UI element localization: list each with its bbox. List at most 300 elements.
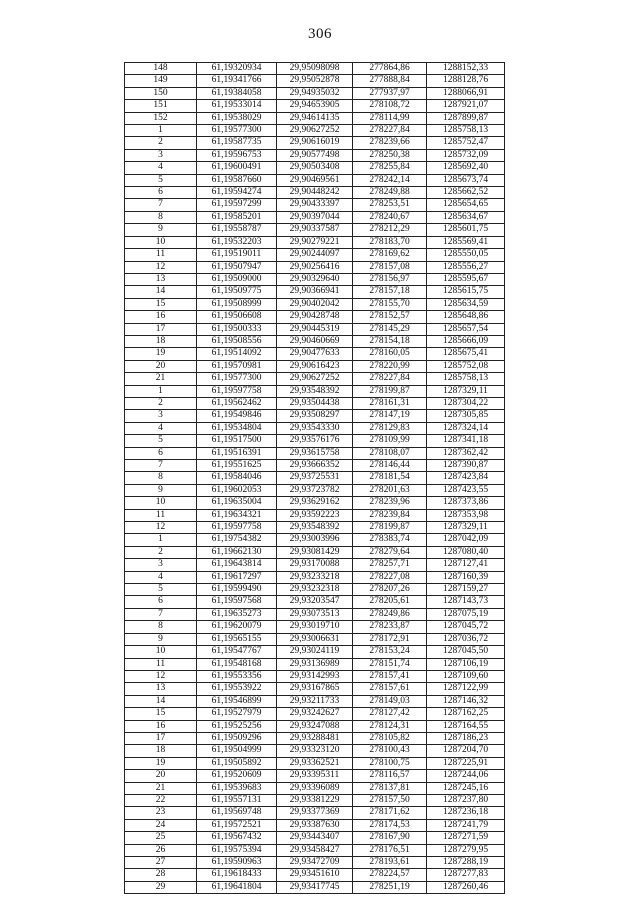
y-coordinate-cell: 1287921,07 <box>427 100 505 112</box>
table-row <box>125 509 505 521</box>
x-coordinate-cell: 278250,38 <box>353 149 427 161</box>
latitude-cell: 61,19516391 <box>197 447 277 459</box>
table-row <box>125 174 505 186</box>
y-coordinate-cell: 1287036,72 <box>427 633 505 645</box>
longitude-cell: 29,93142993 <box>277 670 353 682</box>
table-row <box>125 745 505 757</box>
table-row <box>125 571 505 583</box>
latitude-cell: 61,19508556 <box>197 335 277 347</box>
table-row <box>125 236 505 248</box>
y-coordinate-cell: 1287423,84 <box>427 472 505 484</box>
y-coordinate-cell: 1285601,75 <box>427 224 505 236</box>
y-coordinate-cell: 1287288,19 <box>427 857 505 869</box>
y-coordinate-cell: 1285615,75 <box>427 286 505 298</box>
table-row <box>125 683 505 695</box>
point-number-cell: 15 <box>125 708 197 720</box>
y-coordinate-cell: 1285758,13 <box>427 125 505 137</box>
latitude-cell: 61,19548168 <box>197 658 277 670</box>
latitude-cell: 61,19602053 <box>197 484 277 496</box>
point-number-cell: 16 <box>125 311 197 323</box>
latitude-cell: 61,19532203 <box>197 236 277 248</box>
latitude-cell: 61,19538029 <box>197 112 277 124</box>
latitude-cell: 61,19562462 <box>197 397 277 409</box>
longitude-cell: 29,93167865 <box>277 683 353 695</box>
y-coordinate-cell: 1287324,14 <box>427 422 505 434</box>
x-coordinate-cell: 278100,75 <box>353 757 427 769</box>
point-number-cell: 148 <box>125 63 197 75</box>
x-coordinate-cell: 278124,31 <box>353 720 427 732</box>
x-coordinate-cell: 278183,70 <box>353 236 427 248</box>
latitude-cell: 61,19527979 <box>197 708 277 720</box>
table-row <box>125 373 505 385</box>
table-row <box>125 522 505 534</box>
longitude-cell: 29,93666352 <box>277 460 353 472</box>
table-row <box>125 670 505 682</box>
longitude-cell: 29,93073513 <box>277 608 353 620</box>
y-coordinate-cell: 1287186,23 <box>427 732 505 744</box>
latitude-cell: 61,19585201 <box>197 211 277 223</box>
latitude-cell: 61,19643814 <box>197 559 277 571</box>
x-coordinate-cell: 278249,88 <box>353 187 427 199</box>
latitude-cell: 61,19509296 <box>197 732 277 744</box>
longitude-cell: 29,93576176 <box>277 435 353 447</box>
y-coordinate-cell: 1287045,72 <box>427 621 505 633</box>
latitude-cell: 61,19618433 <box>197 869 277 881</box>
table-row <box>125 832 505 844</box>
point-number-cell: 26 <box>125 844 197 856</box>
point-number-cell: 7 <box>125 460 197 472</box>
point-number-cell: 1 <box>125 385 197 397</box>
table-row <box>125 844 505 856</box>
longitude-cell: 29,93247088 <box>277 720 353 732</box>
x-coordinate-cell: 278146,44 <box>353 460 427 472</box>
longitude-cell: 29,93232318 <box>277 584 353 596</box>
table-row <box>125 286 505 298</box>
x-coordinate-cell: 278157,18 <box>353 286 427 298</box>
point-number-cell: 21 <box>125 373 197 385</box>
x-coordinate-cell: 278156,97 <box>353 273 427 285</box>
longitude-cell: 29,93081429 <box>277 546 353 558</box>
longitude-cell: 29,95098098 <box>277 63 353 75</box>
y-coordinate-cell: 1285662,52 <box>427 187 505 199</box>
point-number-cell: 11 <box>125 509 197 521</box>
x-coordinate-cell: 278249,86 <box>353 608 427 620</box>
longitude-cell: 29,93458427 <box>277 844 353 856</box>
table-row <box>125 658 505 670</box>
latitude-cell: 61,19597299 <box>197 199 277 211</box>
point-number-cell: 6 <box>125 596 197 608</box>
y-coordinate-cell: 1285657,54 <box>427 323 505 335</box>
coordinates-table-body <box>125 63 505 894</box>
x-coordinate-cell: 278114,99 <box>353 112 427 124</box>
longitude-cell: 29,90428748 <box>277 311 353 323</box>
latitude-cell: 61,19506608 <box>197 311 277 323</box>
latitude-cell: 61,19635004 <box>197 497 277 509</box>
y-coordinate-cell: 1287225,91 <box>427 757 505 769</box>
y-coordinate-cell: 1285732,09 <box>427 149 505 161</box>
x-coordinate-cell: 278137,81 <box>353 782 427 794</box>
point-number-cell: 12 <box>125 522 197 534</box>
x-coordinate-cell: 278205,61 <box>353 596 427 608</box>
longitude-cell: 29,93723782 <box>277 484 353 496</box>
longitude-cell: 29,90279221 <box>277 236 353 248</box>
y-coordinate-cell: 1285692,40 <box>427 162 505 174</box>
table-row <box>125 857 505 869</box>
y-coordinate-cell: 1287899,87 <box>427 112 505 124</box>
y-coordinate-cell: 1287277,83 <box>427 869 505 881</box>
y-coordinate-cell: 1287341,18 <box>427 435 505 447</box>
latitude-cell: 61,19634321 <box>197 509 277 521</box>
table-row <box>125 534 505 546</box>
y-coordinate-cell: 1287260,46 <box>427 881 505 893</box>
point-number-cell: 11 <box>125 658 197 670</box>
y-coordinate-cell: 1287204,70 <box>427 745 505 757</box>
table-row <box>125 794 505 806</box>
longitude-cell: 29,90577498 <box>277 149 353 161</box>
latitude-cell: 61,19577300 <box>197 373 277 385</box>
y-coordinate-cell: 1288066,91 <box>427 87 505 99</box>
x-coordinate-cell: 278257,71 <box>353 559 427 571</box>
latitude-cell: 61,19500333 <box>197 323 277 335</box>
table-row <box>125 869 505 881</box>
point-number-cell: 15 <box>125 298 197 310</box>
y-coordinate-cell: 1287143,73 <box>427 596 505 608</box>
table-row <box>125 422 505 434</box>
table-row <box>125 75 505 87</box>
table-row <box>125 484 505 496</box>
table-row <box>125 162 505 174</box>
longitude-cell: 29,90448242 <box>277 187 353 199</box>
longitude-cell: 29,93504438 <box>277 397 353 409</box>
latitude-cell: 61,19505892 <box>197 757 277 769</box>
latitude-cell: 61,19534804 <box>197 422 277 434</box>
latitude-cell: 61,19620079 <box>197 621 277 633</box>
table-row <box>125 261 505 273</box>
latitude-cell: 61,19519011 <box>197 249 277 261</box>
y-coordinate-cell: 1287160,39 <box>427 571 505 583</box>
longitude-cell: 29,93006631 <box>277 633 353 645</box>
latitude-cell: 61,19533014 <box>197 100 277 112</box>
y-coordinate-cell: 1287305,85 <box>427 410 505 422</box>
y-coordinate-cell: 1287362,42 <box>427 447 505 459</box>
latitude-cell: 61,19596753 <box>197 149 277 161</box>
table-row <box>125 323 505 335</box>
latitude-cell: 61,19567432 <box>197 832 277 844</box>
longitude-cell: 29,90397044 <box>277 211 353 223</box>
latitude-cell: 61,19553922 <box>197 683 277 695</box>
table-row <box>125 646 505 658</box>
point-number-cell: 23 <box>125 807 197 819</box>
latitude-cell: 61,19384058 <box>197 87 277 99</box>
x-coordinate-cell: 278127,42 <box>353 708 427 720</box>
latitude-cell: 61,19754382 <box>197 534 277 546</box>
table-row <box>125 584 505 596</box>
table-row <box>125 348 505 360</box>
table-row <box>125 311 505 323</box>
y-coordinate-cell: 1287237,80 <box>427 794 505 806</box>
table-row <box>125 546 505 558</box>
y-coordinate-cell: 1285595,67 <box>427 273 505 285</box>
point-number-cell: 2 <box>125 137 197 149</box>
x-coordinate-cell: 278207,26 <box>353 584 427 596</box>
point-number-cell: 11 <box>125 249 197 261</box>
latitude-cell: 61,19525256 <box>197 720 277 732</box>
x-coordinate-cell: 278201,63 <box>353 484 427 496</box>
x-coordinate-cell: 278169,62 <box>353 249 427 261</box>
longitude-cell: 29,93003996 <box>277 534 353 546</box>
table-row <box>125 608 505 620</box>
longitude-cell: 29,93472709 <box>277 857 353 869</box>
longitude-cell: 29,93233218 <box>277 571 353 583</box>
x-coordinate-cell: 278224,57 <box>353 869 427 881</box>
longitude-cell: 29,93381229 <box>277 794 353 806</box>
point-number-cell: 17 <box>125 323 197 335</box>
x-coordinate-cell: 278145,29 <box>353 323 427 335</box>
table-row <box>125 695 505 707</box>
x-coordinate-cell: 278149,03 <box>353 695 427 707</box>
table-row <box>125 137 505 149</box>
point-number-cell: 13 <box>125 683 197 695</box>
latitude-cell: 61,19565155 <box>197 633 277 645</box>
y-coordinate-cell: 1287271,59 <box>427 832 505 844</box>
table-row <box>125 63 505 75</box>
longitude-cell: 29,93288481 <box>277 732 353 744</box>
y-coordinate-cell: 1287390,87 <box>427 460 505 472</box>
longitude-cell: 29,93203547 <box>277 596 353 608</box>
longitude-cell: 29,94935032 <box>277 87 353 99</box>
table-row <box>125 199 505 211</box>
x-coordinate-cell: 278233,87 <box>353 621 427 633</box>
point-number-cell: 19 <box>125 348 197 360</box>
latitude-cell: 61,19569748 <box>197 807 277 819</box>
table-row <box>125 447 505 459</box>
point-number-cell: 25 <box>125 832 197 844</box>
point-number-cell: 5 <box>125 435 197 447</box>
point-number-cell: 150 <box>125 87 197 99</box>
x-coordinate-cell: 278108,72 <box>353 100 427 112</box>
longitude-cell: 29,93548392 <box>277 385 353 397</box>
y-coordinate-cell: 1287244,06 <box>427 770 505 782</box>
y-coordinate-cell: 1287329,11 <box>427 385 505 397</box>
longitude-cell: 29,90616423 <box>277 360 353 372</box>
latitude-cell: 61,19509000 <box>197 273 277 285</box>
longitude-cell: 29,93508297 <box>277 410 353 422</box>
latitude-cell: 61,19599490 <box>197 584 277 596</box>
longitude-cell: 29,93543330 <box>277 422 353 434</box>
latitude-cell: 61,19547767 <box>197 646 277 658</box>
longitude-cell: 29,93211733 <box>277 695 353 707</box>
point-number-cell: 9 <box>125 633 197 645</box>
y-coordinate-cell: 1287423,55 <box>427 484 505 496</box>
table-row <box>125 757 505 769</box>
y-coordinate-cell: 1287042,09 <box>427 534 505 546</box>
latitude-cell: 61,19520609 <box>197 770 277 782</box>
table-row <box>125 720 505 732</box>
longitude-cell: 29,90337587 <box>277 224 353 236</box>
x-coordinate-cell: 278153,24 <box>353 646 427 658</box>
longitude-cell: 29,90329640 <box>277 273 353 285</box>
longitude-cell: 29,90366941 <box>277 286 353 298</box>
x-coordinate-cell: 278151,74 <box>353 658 427 670</box>
point-number-cell: 8 <box>125 621 197 633</box>
point-number-cell: 3 <box>125 410 197 422</box>
x-coordinate-cell: 278174,53 <box>353 819 427 831</box>
point-number-cell: 14 <box>125 695 197 707</box>
table-row <box>125 559 505 571</box>
coordinates-table <box>124 62 505 894</box>
longitude-cell: 29,93443407 <box>277 832 353 844</box>
point-number-cell: 19 <box>125 757 197 769</box>
x-coordinate-cell: 277888,84 <box>353 75 427 87</box>
point-number-cell: 24 <box>125 819 197 831</box>
x-coordinate-cell: 278253,51 <box>353 199 427 211</box>
x-coordinate-cell: 278157,61 <box>353 683 427 695</box>
point-number-cell: 149 <box>125 75 197 87</box>
x-coordinate-cell: 278251,19 <box>353 881 427 893</box>
latitude-cell: 61,19597758 <box>197 522 277 534</box>
point-number-cell: 28 <box>125 869 197 881</box>
x-coordinate-cell: 278171,62 <box>353 807 427 819</box>
table-row <box>125 149 505 161</box>
table-row <box>125 770 505 782</box>
y-coordinate-cell: 1287162,25 <box>427 708 505 720</box>
latitude-cell: 61,19517500 <box>197 435 277 447</box>
latitude-cell: 61,19662130 <box>197 546 277 558</box>
x-coordinate-cell: 278157,08 <box>353 261 427 273</box>
table-row <box>125 125 505 137</box>
latitude-cell: 61,19597758 <box>197 385 277 397</box>
longitude-cell: 29,93136989 <box>277 658 353 670</box>
x-coordinate-cell: 278157,50 <box>353 794 427 806</box>
point-number-cell: 27 <box>125 857 197 869</box>
x-coordinate-cell: 278160,05 <box>353 348 427 360</box>
point-number-cell: 8 <box>125 472 197 484</box>
table-row <box>125 87 505 99</box>
latitude-cell: 61,19549846 <box>197 410 277 422</box>
point-number-cell: 12 <box>125 261 197 273</box>
point-number-cell: 3 <box>125 149 197 161</box>
longitude-cell: 29,90445319 <box>277 323 353 335</box>
y-coordinate-cell: 1287106,19 <box>427 658 505 670</box>
longitude-cell: 29,90256416 <box>277 261 353 273</box>
x-coordinate-cell: 278193,61 <box>353 857 427 869</box>
x-coordinate-cell: 278155,70 <box>353 298 427 310</box>
latitude-cell: 61,19590963 <box>197 857 277 869</box>
longitude-cell: 29,93387630 <box>277 819 353 831</box>
longitude-cell: 29,93451610 <box>277 869 353 881</box>
table-row <box>125 249 505 261</box>
table-row <box>125 708 505 720</box>
latitude-cell: 61,19635273 <box>197 608 277 620</box>
y-coordinate-cell: 1287080,40 <box>427 546 505 558</box>
point-number-cell: 1 <box>125 125 197 137</box>
point-number-cell: 10 <box>125 236 197 248</box>
y-coordinate-cell: 1287329,11 <box>427 522 505 534</box>
point-number-cell: 9 <box>125 224 197 236</box>
longitude-cell: 29,90616019 <box>277 137 353 149</box>
point-number-cell: 22 <box>125 794 197 806</box>
y-coordinate-cell: 1287159,27 <box>427 584 505 596</box>
y-coordinate-cell: 1285556,27 <box>427 261 505 273</box>
latitude-cell: 61,19577300 <box>197 125 277 137</box>
point-number-cell: 3 <box>125 559 197 571</box>
latitude-cell: 61,19546899 <box>197 695 277 707</box>
point-number-cell: 18 <box>125 745 197 757</box>
x-coordinate-cell: 278109,99 <box>353 435 427 447</box>
point-number-cell: 9 <box>125 484 197 496</box>
table-row <box>125 298 505 310</box>
table-row <box>125 360 505 372</box>
table-row <box>125 273 505 285</box>
latitude-cell: 61,19558787 <box>197 224 277 236</box>
point-number-cell: 10 <box>125 646 197 658</box>
point-number-cell: 152 <box>125 112 197 124</box>
latitude-cell: 61,19551625 <box>197 460 277 472</box>
point-number-cell: 17 <box>125 732 197 744</box>
latitude-cell: 61,19575394 <box>197 844 277 856</box>
point-number-cell: 20 <box>125 360 197 372</box>
longitude-cell: 29,93615758 <box>277 447 353 459</box>
x-coordinate-cell: 278147,19 <box>353 410 427 422</box>
x-coordinate-cell: 278240,67 <box>353 211 427 223</box>
x-coordinate-cell: 278255,84 <box>353 162 427 174</box>
latitude-cell: 61,19557131 <box>197 794 277 806</box>
latitude-cell: 61,19514092 <box>197 348 277 360</box>
x-coordinate-cell: 278161,31 <box>353 397 427 409</box>
point-number-cell: 20 <box>125 770 197 782</box>
x-coordinate-cell: 278220,99 <box>353 360 427 372</box>
x-coordinate-cell: 278199,87 <box>353 522 427 534</box>
latitude-cell: 61,19594274 <box>197 187 277 199</box>
latitude-cell: 61,19508999 <box>197 298 277 310</box>
x-coordinate-cell: 278172,91 <box>353 633 427 645</box>
longitude-cell: 29,93548392 <box>277 522 353 534</box>
longitude-cell: 29,93629162 <box>277 497 353 509</box>
y-coordinate-cell: 1287245,16 <box>427 782 505 794</box>
point-number-cell: 6 <box>125 447 197 459</box>
y-coordinate-cell: 1285648,86 <box>427 311 505 323</box>
latitude-cell: 61,19597568 <box>197 596 277 608</box>
point-number-cell: 10 <box>125 497 197 509</box>
table-row <box>125 435 505 447</box>
longitude-cell: 29,93725531 <box>277 472 353 484</box>
x-coordinate-cell: 278176,51 <box>353 844 427 856</box>
longitude-cell: 29,93417745 <box>277 881 353 893</box>
longitude-cell: 29,94653905 <box>277 100 353 112</box>
table-row <box>125 410 505 422</box>
y-coordinate-cell: 1287109,60 <box>427 670 505 682</box>
y-coordinate-cell: 1285666,09 <box>427 335 505 347</box>
point-number-cell: 151 <box>125 100 197 112</box>
longitude-cell: 29,90433397 <box>277 199 353 211</box>
x-coordinate-cell: 277864,86 <box>353 63 427 75</box>
longitude-cell: 29,93242627 <box>277 708 353 720</box>
latitude-cell: 61,19553356 <box>197 670 277 682</box>
y-coordinate-cell: 1287279,95 <box>427 844 505 856</box>
longitude-cell: 29,90503408 <box>277 162 353 174</box>
x-coordinate-cell: 278154,18 <box>353 335 427 347</box>
table-row <box>125 397 505 409</box>
longitude-cell: 29,94614135 <box>277 112 353 124</box>
latitude-cell: 61,19507947 <box>197 261 277 273</box>
table-row <box>125 819 505 831</box>
y-coordinate-cell: 1285673,74 <box>427 174 505 186</box>
longitude-cell: 29,93170088 <box>277 559 353 571</box>
point-number-cell: 21 <box>125 782 197 794</box>
y-coordinate-cell: 1287075,19 <box>427 608 505 620</box>
x-coordinate-cell: 278167,90 <box>353 832 427 844</box>
point-number-cell: 29 <box>125 881 197 893</box>
